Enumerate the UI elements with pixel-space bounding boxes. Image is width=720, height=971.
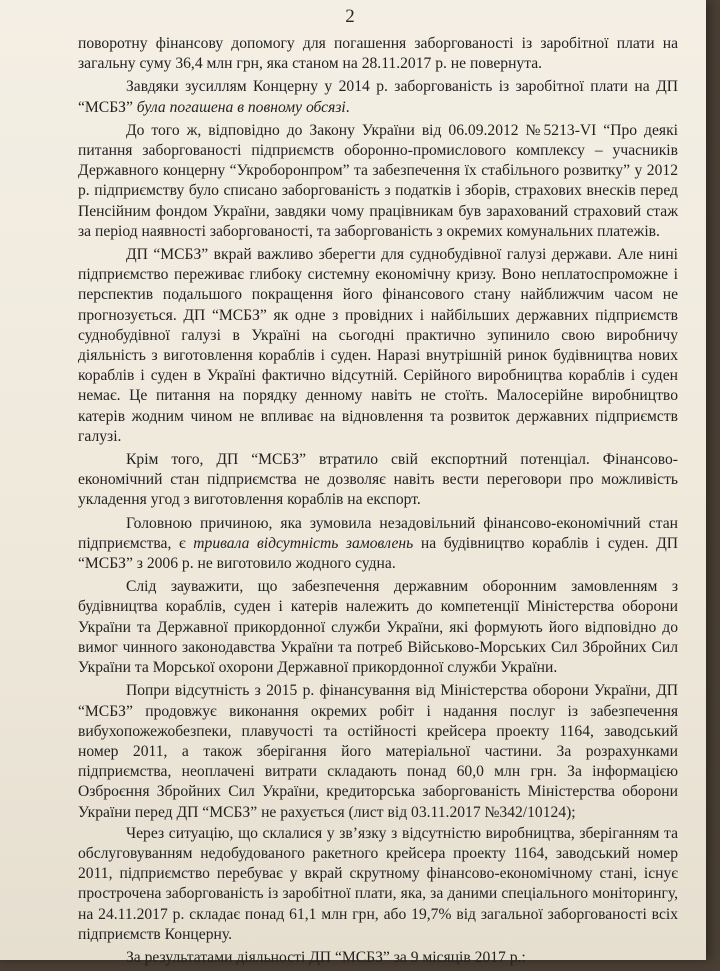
paragraph-text: За результатами діяльності ДП “МСБЗ” за 9 місяців 2017 р.: xyxy=(126,948,526,966)
paragraph-salary-arrears xyxy=(78,824,678,945)
paragraph-text: . xyxy=(345,98,350,116)
paragraph-text: До того ж, відповідно до Закону України від 06.09.2012 №5213-VI “Про деякі питання заборгованості підприємств оборонно-промислового комплексу – учасників Державного концерну “Укроборонпром” та забезпечення їх стабільного розвитку” у 2012 р. підприємству було списано заборгованість з податків і зборів, страхових внесків перед Пенсійним фондом України, завдяки чому працівникам був зарахований страховий стаж за період наявності заборгованості, та заборгованість з окремих комунальних платежів. xyxy=(78,121,678,240)
paragraph-cruiser-costs xyxy=(78,681,678,822)
paragraph-text: Через ситуацію, що склалися у зв’язку з відсутністю виробництва, зберіганням та обслуговуванням недобудованого ракетного крейсера проекту 1164, заводський номер 2011, підприємство перебуває у вкрай скрутному фінансово-економічному стані, існує прострочена заборгованість із заробітної плати, яка, за даними спеціального моніторингу, на 24.11.2017 р. складає понад 61,1 млн грн, або 19,7% від загальної заборгованості всіх підприємств Концерну. xyxy=(78,824,678,943)
paragraph-text: на будівництво кораблів і суден. ДП “МСБЗ” з 2006 р. не виготовило жодного судна. xyxy=(78,534,678,573)
paragraph-text: Попри відсутність з 2015 р. фінансування від Міністерства оборони України, ДП “МСБЗ” продовжує виконання окремих робіт і надання послуг із забезпечення вибухопожежобезпеки, плавучості та остійності крейсера проекту 1164, заводський номер 2011, а також зберігання його матеріальної частини. За розрахунками підприємства, неоплачені витрати складають понад 60,0 млн грн. За інформацією Озброєння Збройних Сил України, кредиторська заборгованість Міністерства оборони України перед ДП “МСБЗ” не рахується (лист від 03.11.2017 №342/10124); xyxy=(78,682,678,821)
paragraph-law-reference xyxy=(78,121,678,242)
paragraph-text: поворотну фінансову допомогу для погашення заборгованості із заробітної плати на загальну суму 36,4 млн грн, яка станом на 28.11.2017 р. не повернута. xyxy=(78,35,678,73)
emphasis-text: тривала відсутність замовлень xyxy=(193,534,414,552)
paragraph-main-cause xyxy=(78,514,678,575)
paragraph-text: ДП “МСБЗ” вкрай важливо зберегти для суднобудівної галузі держави. Але нині підприємство переживає глибоку системну економічну кризу. Воно неплатоспроможне і перспектив подальшого покращення його фінансового стану найближчим часом не прогнозується. ДП “МСБЗ” як одне з провідних і найбільших державних підприємств суднобудівної галузі в Україні на сьогодні практично зупинило свою виробничу діяльність з виготовлення кораблів і суден. Наразі внутрішній ринок будівництва нових кораблів і суден в Україні фактично відсутній. Серійного виробництва кораблів і суден немає. Це питання на порядку денному навіть не стоїть. Малосерійне виробництво катерів жодним чином не впливає на відновлення та розвиток державних підприємств галузі. xyxy=(78,246,678,445)
paragraph-results-intro xyxy=(78,948,678,968)
paragraph-continuation xyxy=(78,34,678,74)
paragraph-text: Завдяки зусиллям Концерну у 2014 р. заборгованість із заробітної плати на ДП “МСБЗ” xyxy=(78,78,678,116)
document-body xyxy=(78,34,678,971)
paragraph-crisis xyxy=(78,245,678,447)
emphasis-text: була погашена в повному обсязі xyxy=(136,98,346,116)
paragraph-export xyxy=(78,450,678,511)
paragraph-defense-order xyxy=(78,577,678,678)
paragraph-text: Крім того, ДП “МСБЗ” втратило свій експортний потенціал. Фінансово-економічний стан підприємства не дозволяє навіть вести переговори про можливість укладення угод з виготовлення кораблів на експорт. xyxy=(78,451,678,509)
page-number: 2 xyxy=(345,6,355,27)
paragraph-text: Слід зауважити, що забезпечення державним оборонним замовленням з будівництва кораблів, суден і катерів належить до компетенції Міністерства оборони України та Державної прикордонної служби України, які формують його відповідно до вимог чинного законодавства України та потреб Військово-Морських Сил Збройних Сил України та Морської охорони Державної прикордонної служби України. xyxy=(78,578,678,677)
paragraph-text: Головною причиною, яка зумовила незадовільний фінансово-економічний стан підприємства, є xyxy=(78,514,678,552)
paragraph-debt-repaid xyxy=(78,77,678,117)
